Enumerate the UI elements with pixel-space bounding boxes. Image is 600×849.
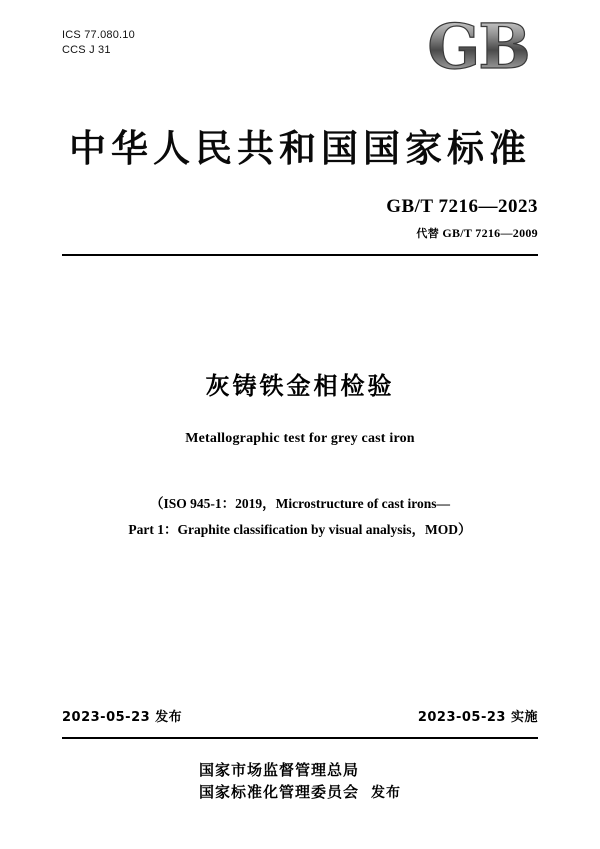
publish-label: 发布 xyxy=(371,785,401,801)
gb-emblem-icon xyxy=(418,16,538,78)
effective-date: 2023-05-23 实施 xyxy=(417,710,538,725)
svg-text:GB: GB xyxy=(427,16,529,78)
dates-row xyxy=(62,706,538,725)
ics-block xyxy=(62,28,135,58)
standard-replaces xyxy=(62,225,538,241)
iso-line-2: Part 1：Graphite classification by visual analysis，MOD） xyxy=(128,522,472,537)
header-divider xyxy=(62,254,538,256)
ics-code: ICS 77.080.10 xyxy=(62,29,135,41)
issue-date: 2023-05-23 发布 xyxy=(62,710,183,725)
header-row xyxy=(62,0,538,96)
document-title-cn: 灰铸铁金相检验 xyxy=(205,372,395,400)
replaces-number: GB/T 7216—2009 xyxy=(442,226,538,240)
issuer-block xyxy=(62,759,538,803)
standard-number-block xyxy=(62,196,538,241)
issuer-names xyxy=(199,759,359,803)
footer xyxy=(62,706,538,803)
ccs-code: CCS J 31 xyxy=(62,44,111,56)
iso-correspondence xyxy=(62,491,538,543)
document-title-en: Metallographic test for grey cast iron xyxy=(185,431,415,446)
standard-number: GB/T 7216—2023 xyxy=(386,196,538,217)
issuer-line-1: 国家市场监督管理总局 xyxy=(198,761,359,779)
iso-line-1: （ISO 945-1：2019，Microstructure of cast irons— xyxy=(150,496,450,511)
issuer-line-2: 国家标准化管理委员会 xyxy=(198,783,359,801)
replaces-label: 代替 xyxy=(416,227,440,240)
footer-divider xyxy=(62,737,538,739)
national-standard-title: 中华人民共和国国家标准 xyxy=(69,127,531,170)
